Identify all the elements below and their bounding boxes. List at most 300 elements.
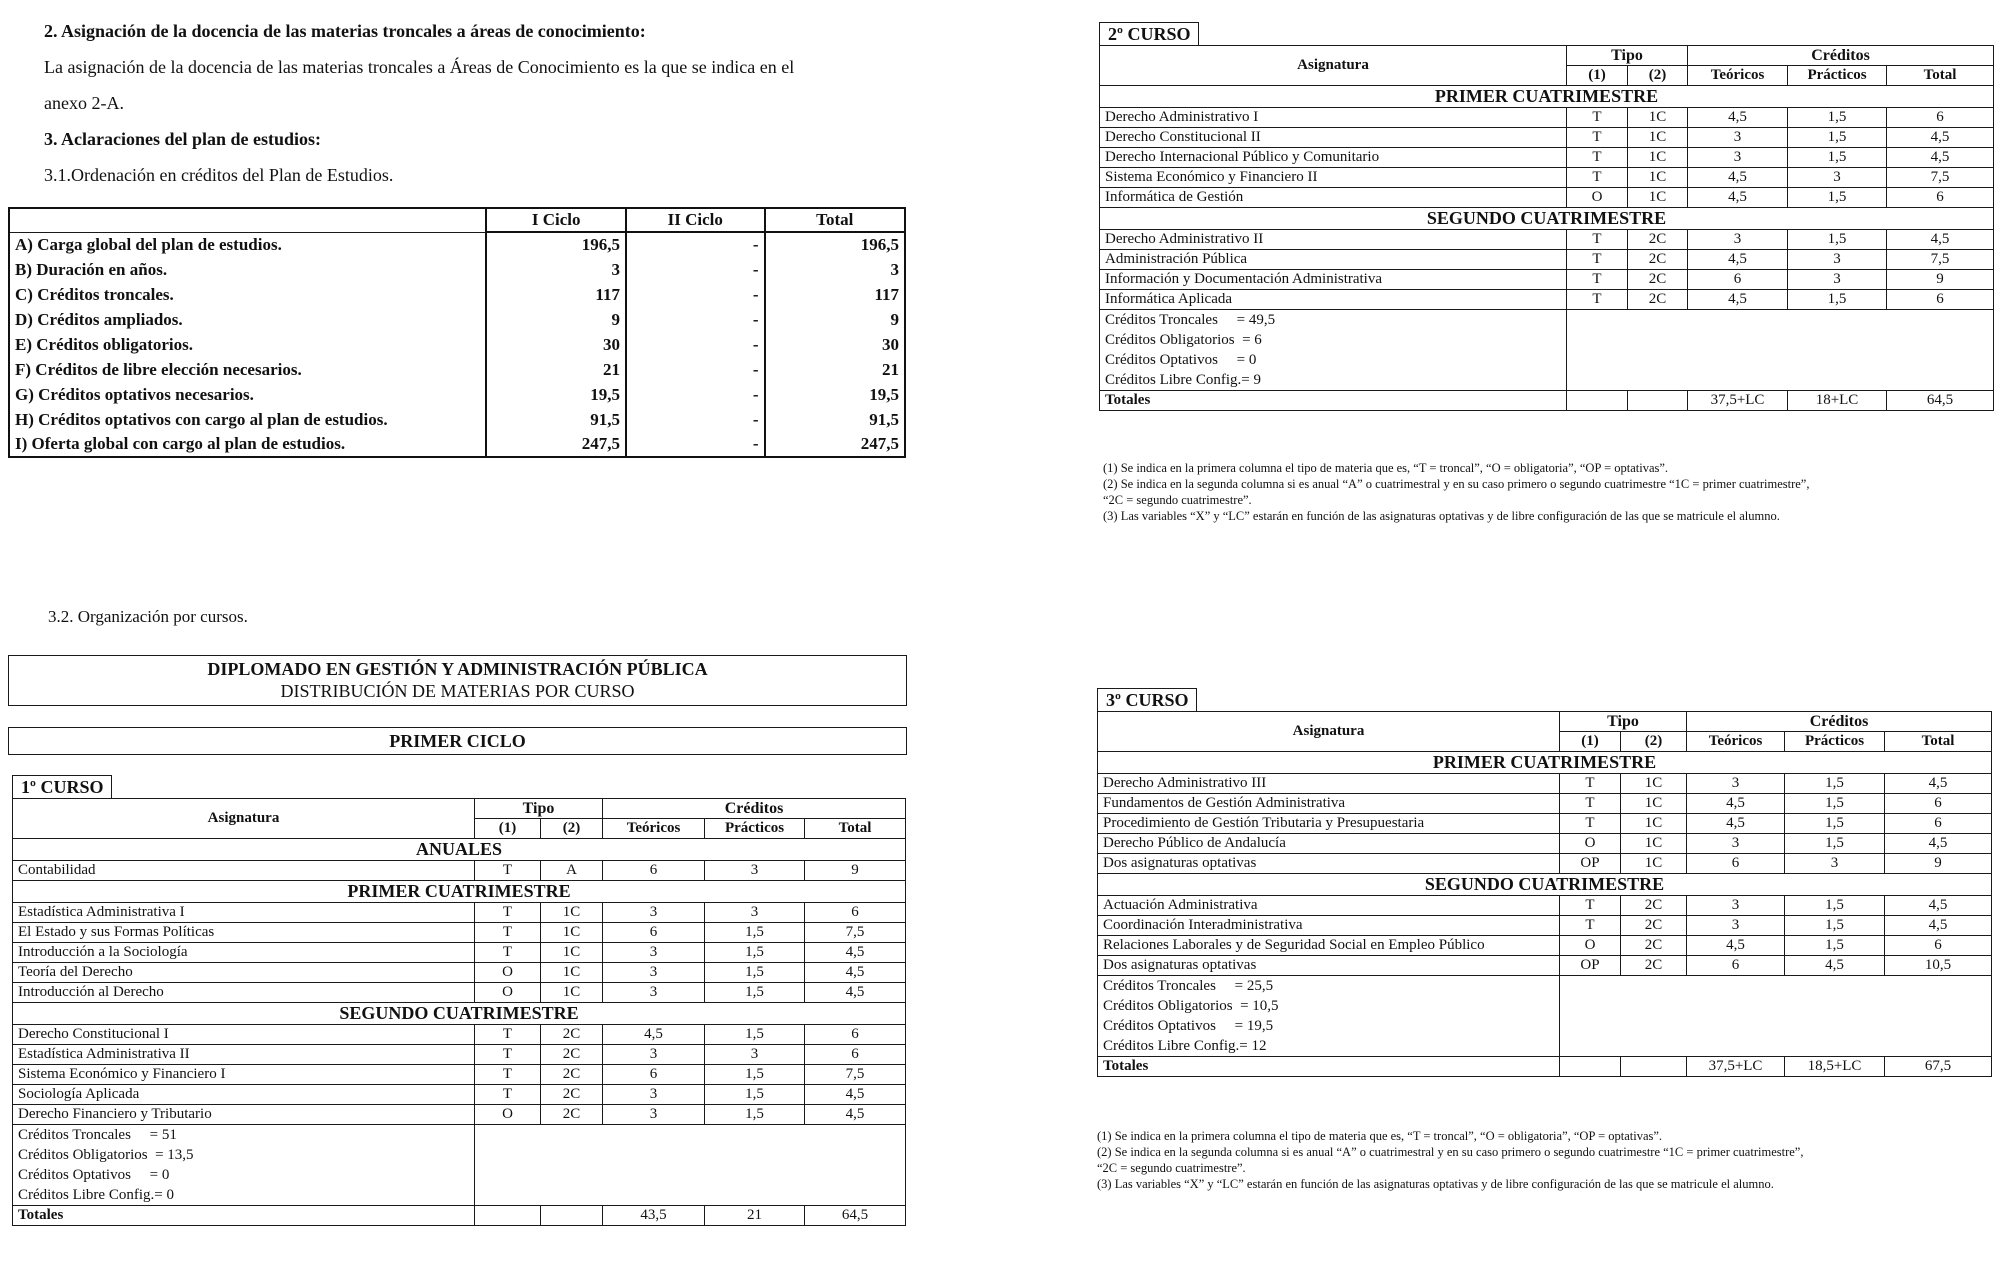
subject-total: 6 xyxy=(1887,108,1994,128)
subject-teoricos: 3 xyxy=(1687,834,1785,854)
subject-practicos: 1,5 xyxy=(705,1065,805,1085)
credits-row xyxy=(9,407,905,432)
credits-row xyxy=(9,432,905,457)
subject-total: 4,5 xyxy=(1885,774,1992,794)
summary-cell xyxy=(1098,976,1560,1057)
header-teoricos: Teóricos xyxy=(603,819,705,839)
section-title: PRIMER CUATRIMESTRE xyxy=(1098,752,1992,774)
subject-tipo-2: 1C xyxy=(1621,774,1687,794)
totals-tipo-2 xyxy=(1621,1057,1687,1077)
totals-tipo-1 xyxy=(1560,1057,1621,1077)
subject-tipo-2: 2C xyxy=(1621,956,1687,976)
subject-tipo-2: 1C xyxy=(541,923,603,943)
subject-tipo-1: O xyxy=(1567,188,1628,208)
header-total: Total xyxy=(1887,66,1994,86)
subject-total: 6 xyxy=(1885,814,1992,834)
totals-row xyxy=(13,1206,906,1226)
subject-teoricos: 3 xyxy=(603,1085,705,1105)
subject-row xyxy=(13,903,906,923)
subject-tipo-1: T xyxy=(1560,896,1621,916)
subject-tipo-1: T xyxy=(1560,916,1621,936)
note-line: “2C = segundo cuatrimestre”. xyxy=(1103,493,1252,507)
subject-teoricos: 3 xyxy=(603,983,705,1003)
credits-row-label: G) Créditos optativos necesarios. xyxy=(9,382,486,407)
subject-tipo-1: T xyxy=(1567,270,1628,290)
subject-practicos: 3 xyxy=(1785,854,1885,874)
subject-row xyxy=(1098,794,1992,814)
subject-tipo-2: 2C xyxy=(541,1085,603,1105)
subject-row xyxy=(1100,128,1994,148)
subject-row xyxy=(13,1045,906,1065)
totals-teoricos: 37,5+LC xyxy=(1688,391,1788,411)
subject-total: 4,5 xyxy=(805,963,906,983)
totals-total: 64,5 xyxy=(1887,391,1994,411)
subject-tipo-2: 1C xyxy=(1628,108,1688,128)
header-asignatura: Asignatura xyxy=(13,799,475,839)
header-tipo: Tipo xyxy=(475,799,603,819)
subject-name: Procedimiento de Gestión Tributaria y Presupuestaria xyxy=(1098,814,1560,834)
totals-teoricos: 37,5+LC xyxy=(1687,1057,1785,1077)
subject-tipo-1: T xyxy=(475,1065,541,1085)
subject-teoricos: 3 xyxy=(1688,148,1788,168)
credits-row xyxy=(9,232,905,257)
subject-total: 7,5 xyxy=(805,923,906,943)
header-practicos: Prácticos xyxy=(1785,732,1885,752)
summary-line: Créditos Troncales = 51 xyxy=(18,1127,177,1143)
credits-header-ciclo1: I Ciclo xyxy=(486,208,626,232)
subject-practicos: 1,5 xyxy=(1785,814,1885,834)
credits-row-label: I) Oferta global con cargo al plan de estudios. xyxy=(9,432,486,457)
totals-row xyxy=(1100,391,1994,411)
credits-row-label: B) Duración en años. xyxy=(9,257,486,282)
subject-row xyxy=(13,1065,906,1085)
subject-name: Estadística Administrativa II xyxy=(13,1045,475,1065)
subject-tipo-1: T xyxy=(475,1025,541,1045)
summary-row xyxy=(13,1125,906,1206)
credits-row-label: C) Créditos troncales. xyxy=(9,282,486,307)
subject-tipo-2: 1C xyxy=(1621,854,1687,874)
subject-row xyxy=(1098,936,1992,956)
subject-name: Dos asignaturas optativas xyxy=(1098,956,1560,976)
subject-teoricos: 3 xyxy=(1687,774,1785,794)
subject-tipo-2: A xyxy=(541,861,603,881)
section-row xyxy=(1098,752,1992,774)
subject-tipo-2: 2C xyxy=(1621,896,1687,916)
summary-blank xyxy=(475,1125,906,1206)
subject-total: 6 xyxy=(805,1045,906,1065)
credits-table-body xyxy=(9,232,905,457)
credits-row-ciclo2: - xyxy=(626,432,765,457)
subheading-organizacion: 3.2. Organización por cursos. xyxy=(48,607,248,626)
subject-teoricos: 3 xyxy=(603,963,705,983)
subject-practicos: 1,5 xyxy=(705,1105,805,1125)
subject-name: Sociología Aplicada xyxy=(13,1085,475,1105)
subject-row xyxy=(1098,814,1992,834)
subject-tipo-2: 2C xyxy=(1628,290,1688,310)
subject-name: Informática Aplicada xyxy=(1100,290,1567,310)
totals-tipo-1 xyxy=(1567,391,1628,411)
totals-label: Totales xyxy=(13,1206,475,1226)
note-line: (2) Se indica en la segunda columna si es anual “A” o cuatrimestral y en su caso primero o segundo cuatrimestre “1C = primer cuatrimestre”, xyxy=(1097,1145,1804,1159)
subject-tipo-2: 1C xyxy=(1621,794,1687,814)
subject-total: 4,5 xyxy=(1887,128,1994,148)
header-asignatura: Asignatura xyxy=(1100,46,1567,86)
credits-header-total: Total xyxy=(765,208,905,232)
course-header-row xyxy=(1100,46,1994,66)
subject-row xyxy=(13,963,906,983)
totals-label: Totales xyxy=(1100,391,1567,411)
course-tag: 1º CURSO xyxy=(12,775,112,798)
subject-tipo-2: 2C xyxy=(1628,250,1688,270)
subject-tipo-1: T xyxy=(1567,230,1628,250)
summary-row xyxy=(1100,310,1994,391)
subject-row xyxy=(13,861,906,881)
subject-name: Derecho Internacional Público y Comunitario xyxy=(1100,148,1567,168)
subject-name: Informática de Gestión xyxy=(1100,188,1567,208)
subject-total: 7,5 xyxy=(1887,168,1994,188)
subject-tipo-1: T xyxy=(1560,814,1621,834)
subject-practicos: 1,5 xyxy=(1788,108,1887,128)
totals-teoricos: 43,5 xyxy=(603,1206,705,1226)
subject-row xyxy=(1100,250,1994,270)
subject-teoricos: 4,5 xyxy=(1687,936,1785,956)
subject-teoricos: 4,5 xyxy=(1688,168,1788,188)
subject-practicos: 3 xyxy=(705,903,805,923)
subject-row xyxy=(13,923,906,943)
subject-tipo-1: T xyxy=(475,1045,541,1065)
primer-ciclo-box: PRIMER CICLO xyxy=(8,727,907,755)
credits-row-ciclo1: 19,5 xyxy=(486,382,626,407)
subject-row xyxy=(1098,916,1992,936)
summary-line: Créditos Optativos = 0 xyxy=(1105,352,1257,368)
subject-total: 4,5 xyxy=(1885,834,1992,854)
note-line: (1) Se indica en la primera columna el tipo de materia que es, “T = troncal”, “O = obligatoria”, “OP = optativas”. xyxy=(1103,461,1669,475)
credits-row-total: 247,5 xyxy=(765,432,905,457)
subject-row xyxy=(1100,270,1994,290)
subject-row xyxy=(13,943,906,963)
section-title: PRIMER CUATRIMESTRE xyxy=(13,881,906,903)
subject-total: 4,5 xyxy=(805,983,906,1003)
subject-tipo-1: T xyxy=(475,923,541,943)
header-tipo-2: (2) xyxy=(541,819,603,839)
subject-practicos: 1,5 xyxy=(1788,230,1887,250)
header-tipo: Tipo xyxy=(1560,712,1687,732)
subject-practicos: 1,5 xyxy=(1788,290,1887,310)
subject-total: 10,5 xyxy=(1885,956,1992,976)
subject-name: Fundamentos de Gestión Administrativa xyxy=(1098,794,1560,814)
subject-name: Derecho Constitucional II xyxy=(1100,128,1567,148)
totals-practicos: 18+LC xyxy=(1788,391,1887,411)
subject-name: Contabilidad xyxy=(13,861,475,881)
subject-name: Introducción a la Sociología xyxy=(13,943,475,963)
totals-row xyxy=(1098,1057,1992,1077)
subject-name: Coordinación Interadministrativa xyxy=(1098,916,1560,936)
subject-teoricos: 4,5 xyxy=(1688,108,1788,128)
subject-practicos: 1,5 xyxy=(1785,834,1885,854)
heading-aclaraciones: 3. Aclaraciones del plan de estudios: xyxy=(44,129,322,149)
subject-total: 6 xyxy=(805,1025,906,1045)
subject-practicos: 4,5 xyxy=(1785,956,1885,976)
credits-row-ciclo2: - xyxy=(626,332,765,357)
subject-teoricos: 6 xyxy=(603,923,705,943)
course-3-block xyxy=(1097,688,1991,1077)
subject-tipo-1: T xyxy=(1567,168,1628,188)
subject-name: Sistema Económico y Financiero II xyxy=(1100,168,1567,188)
totals-practicos: 18,5+LC xyxy=(1785,1057,1885,1077)
subject-total: 6 xyxy=(1887,188,1994,208)
subject-practicos: 1,5 xyxy=(705,943,805,963)
subject-teoricos: 4,5 xyxy=(1687,814,1785,834)
credits-row-total: 91,5 xyxy=(765,407,905,432)
totals-total: 64,5 xyxy=(805,1206,906,1226)
credits-row-total: 3 xyxy=(765,257,905,282)
subject-tipo-2: 1C xyxy=(541,903,603,923)
credits-table xyxy=(8,207,906,458)
note-line: (2) Se indica en la segunda columna si es anual “A” o cuatrimestral y en su caso primero o segundo cuatrimestre “1C = primer cuatrimestre”, xyxy=(1103,477,1810,491)
subject-tipo-2: 2C xyxy=(541,1105,603,1125)
header-practicos: Prácticos xyxy=(1788,66,1887,86)
credits-row-ciclo2: - xyxy=(626,382,765,407)
subject-tipo-1: T xyxy=(475,943,541,963)
credits-row-label: H) Créditos optativos con cargo al plan de estudios. xyxy=(9,407,486,432)
subject-practicos: 3 xyxy=(705,861,805,881)
subject-tipo-1: T xyxy=(475,903,541,923)
credits-row-ciclo1: 3 xyxy=(486,257,626,282)
subject-tipo-1: T xyxy=(1567,148,1628,168)
subject-name: Actuación Administrativa xyxy=(1098,896,1560,916)
summary-line: Créditos Libre Config.= 9 xyxy=(1105,372,1261,388)
subject-practicos: 1,5 xyxy=(705,923,805,943)
credits-row-label: E) Créditos obligatorios. xyxy=(9,332,486,357)
subject-teoricos: 3 xyxy=(1687,896,1785,916)
header-tipo-1: (1) xyxy=(1567,66,1628,86)
credits-row-ciclo1: 247,5 xyxy=(486,432,626,457)
subject-practicos: 3 xyxy=(1788,270,1887,290)
summary-line: Créditos Obligatorios = 13,5 xyxy=(18,1147,194,1163)
subject-tipo-1: O xyxy=(475,963,541,983)
subject-practicos: 1,5 xyxy=(1785,896,1885,916)
section-row xyxy=(13,881,906,903)
credits-row xyxy=(9,257,905,282)
subject-tipo-2: 2C xyxy=(541,1065,603,1085)
notes-course-2 xyxy=(1103,460,1993,524)
credits-row-ciclo2: - xyxy=(626,232,765,257)
course-2-block xyxy=(1099,22,1993,411)
subject-tipo-2: 2C xyxy=(541,1025,603,1045)
header-total: Total xyxy=(805,819,906,839)
summary-blank xyxy=(1567,310,1994,391)
totals-tipo-1 xyxy=(475,1206,541,1226)
subject-teoricos: 6 xyxy=(1688,270,1788,290)
diploma-title-box xyxy=(8,655,907,706)
note-line: “2C = segundo cuatrimestre”. xyxy=(1097,1161,1246,1175)
subject-name: Derecho Administrativo II xyxy=(1100,230,1567,250)
subject-tipo-2: 1C xyxy=(1628,188,1688,208)
course-header-row xyxy=(13,799,906,819)
subject-practicos: 1,5 xyxy=(705,1085,805,1105)
subject-teoricos: 6 xyxy=(1687,854,1785,874)
subject-tipo-1: OP xyxy=(1560,854,1621,874)
subject-name: Derecho Administrativo III xyxy=(1098,774,1560,794)
subject-practicos: 1,5 xyxy=(705,1025,805,1045)
subject-tipo-2: 1C xyxy=(1628,168,1688,188)
subject-tipo-2: 1C xyxy=(1621,834,1687,854)
totals-tipo-2 xyxy=(1628,391,1688,411)
subject-tipo-2: 2C xyxy=(1621,936,1687,956)
subject-practicos: 1,5 xyxy=(1788,188,1887,208)
subject-practicos: 1,5 xyxy=(705,963,805,983)
top-left-text xyxy=(44,18,904,188)
subject-row xyxy=(1098,834,1992,854)
credits-row-ciclo2: - xyxy=(626,282,765,307)
subject-tipo-1: O xyxy=(475,983,541,1003)
section-row xyxy=(1100,208,1994,230)
header-creditos: Créditos xyxy=(1687,712,1992,732)
credits-row-label: D) Créditos ampliados. xyxy=(9,307,486,332)
subject-total: 7,5 xyxy=(805,1065,906,1085)
subject-practicos: 1,5 xyxy=(705,983,805,1003)
subject-total: 4,5 xyxy=(1887,230,1994,250)
header-asignatura: Asignatura xyxy=(1098,712,1560,752)
subject-name: Administración Pública xyxy=(1100,250,1567,270)
subject-tipo-2: 1C xyxy=(541,983,603,1003)
subject-total: 6 xyxy=(1885,794,1992,814)
subject-row xyxy=(1100,148,1994,168)
subject-teoricos: 4,5 xyxy=(1687,794,1785,814)
totals-total: 67,5 xyxy=(1885,1057,1992,1077)
credits-row xyxy=(9,307,905,332)
totals-label: Totales xyxy=(1098,1057,1560,1077)
subject-teoricos: 3 xyxy=(603,943,705,963)
subject-total: 4,5 xyxy=(805,1085,906,1105)
subject-tipo-1: T xyxy=(1560,774,1621,794)
section-row xyxy=(1098,874,1992,896)
header-tipo: Tipo xyxy=(1567,46,1688,66)
subject-tipo-1: T xyxy=(1567,108,1628,128)
summary-line: Créditos Troncales = 25,5 xyxy=(1103,978,1274,994)
notes-course-3 xyxy=(1097,1128,1993,1192)
subject-total: 4,5 xyxy=(805,1105,906,1125)
subject-tipo-1: T xyxy=(1567,128,1628,148)
course-table xyxy=(1099,45,1994,411)
summary-line: Créditos Libre Config.= 12 xyxy=(1103,1038,1267,1054)
subject-tipo-1: O xyxy=(475,1105,541,1125)
subject-tipo-2: 2C xyxy=(1628,230,1688,250)
header-creditos: Créditos xyxy=(1688,46,1994,66)
subject-tipo-1: T xyxy=(1567,290,1628,310)
subject-tipo-2: 1C xyxy=(1621,814,1687,834)
credits-row-ciclo1: 196,5 xyxy=(486,232,626,257)
credits-row-ciclo1: 117 xyxy=(486,282,626,307)
subject-teoricos: 6 xyxy=(603,1065,705,1085)
subject-row xyxy=(1098,854,1992,874)
subject-tipo-1: T xyxy=(475,1085,541,1105)
subject-practicos: 3 xyxy=(1788,250,1887,270)
credits-row-ciclo1: 21 xyxy=(486,357,626,382)
subject-name: El Estado y sus Formas Políticas xyxy=(13,923,475,943)
subject-practicos: 1,5 xyxy=(1785,794,1885,814)
subject-teoricos: 3 xyxy=(603,1105,705,1125)
credits-header-blank xyxy=(9,208,486,232)
diploma-subtitle: DISTRIBUCIÓN DE MATERIAS POR CURSO xyxy=(280,681,635,701)
credits-row-total: 19,5 xyxy=(765,382,905,407)
summary-line: Créditos Optativos = 0 xyxy=(18,1167,170,1183)
subject-teoricos: 3 xyxy=(1688,230,1788,250)
subject-total: 6 xyxy=(1885,936,1992,956)
section-title: SEGUNDO CUATRIMESTRE xyxy=(13,1003,906,1025)
course-tag: 2º CURSO xyxy=(1099,22,1199,45)
credits-header-ciclo2: II Ciclo xyxy=(626,208,765,232)
subject-tipo-2: 1C xyxy=(1628,128,1688,148)
subject-row xyxy=(13,1085,906,1105)
subject-total: 9 xyxy=(1887,270,1994,290)
subject-total: 6 xyxy=(805,903,906,923)
subject-practicos: 1,5 xyxy=(1788,148,1887,168)
heading-asignacion: 2. Asignación de la docencia de las materias troncales a áreas de conocimiento: xyxy=(44,21,646,41)
subject-practicos: 3 xyxy=(1788,168,1887,188)
subject-practicos: 1,5 xyxy=(1785,774,1885,794)
subject-teoricos: 3 xyxy=(1688,128,1788,148)
subject-name: Relaciones Laborales y de Seguridad Social en Empleo Público xyxy=(1098,936,1560,956)
credits-row-ciclo2: - xyxy=(626,307,765,332)
section-title: SEGUNDO CUATRIMESTRE xyxy=(1098,874,1992,896)
credits-row-ciclo2: - xyxy=(626,257,765,282)
subject-total: 7,5 xyxy=(1887,250,1994,270)
summary-line: Créditos Libre Config.= 0 xyxy=(18,1187,174,1203)
subject-total: 6 xyxy=(1887,290,1994,310)
subject-teoricos: 4,5 xyxy=(1688,188,1788,208)
summary-line: Créditos Optativos = 19,5 xyxy=(1103,1018,1274,1034)
subject-total: 9 xyxy=(1885,854,1992,874)
section-title: SEGUNDO CUATRIMESTRE xyxy=(1100,208,1994,230)
subject-practicos: 1,5 xyxy=(1785,916,1885,936)
credits-row-ciclo1: 9 xyxy=(486,307,626,332)
course-table xyxy=(1097,711,1992,1077)
credits-row xyxy=(9,332,905,357)
header-teoricos: Teóricos xyxy=(1688,66,1788,86)
section-row xyxy=(13,1003,906,1025)
credits-row-ciclo2: - xyxy=(626,357,765,382)
subject-row xyxy=(1100,168,1994,188)
credits-row-total: 117 xyxy=(765,282,905,307)
credits-row-label: F) Créditos de libre elección necesarios. xyxy=(9,357,486,382)
note-line: (3) Las variables “X” y “LC” estarán en función de las asignaturas optativas y de libre configuración de las que se matricule el alumno. xyxy=(1103,509,1780,523)
subject-teoricos: 6 xyxy=(603,861,705,881)
subject-row xyxy=(1098,956,1992,976)
diploma-title: DIPLOMADO EN GESTIÓN Y ADMINISTRACIÓN PÚBLICA xyxy=(207,659,708,679)
credits-row-total: 9 xyxy=(765,307,905,332)
subject-teoricos: 3 xyxy=(1687,916,1785,936)
header-practicos: Prácticos xyxy=(705,819,805,839)
subject-name: Sistema Económico y Financiero I xyxy=(13,1065,475,1085)
summary-cell xyxy=(13,1125,475,1206)
subject-total: 9 xyxy=(805,861,906,881)
subject-total: 4,5 xyxy=(1885,896,1992,916)
credits-row-label: A) Carga global del plan de estudios. xyxy=(9,232,486,257)
subject-name: Introducción al Derecho xyxy=(13,983,475,1003)
course-1-block xyxy=(12,775,905,1226)
subject-teoricos: 3 xyxy=(603,1045,705,1065)
subject-teoricos: 4,5 xyxy=(1688,290,1788,310)
summary-line: Créditos Troncales = 49,5 xyxy=(1105,312,1276,328)
header-tipo-2: (2) xyxy=(1628,66,1688,86)
header-teoricos: Teóricos xyxy=(1687,732,1785,752)
course-table xyxy=(12,798,906,1226)
subject-name: Estadística Administrativa I xyxy=(13,903,475,923)
summary-blank xyxy=(1560,976,1992,1057)
subject-name: Derecho Constitucional I xyxy=(13,1025,475,1045)
note-line: (3) Las variables “X” y “LC” estarán en función de las asignaturas optativas y de libre configuración de las que se matricule el alumno. xyxy=(1097,1177,1774,1191)
